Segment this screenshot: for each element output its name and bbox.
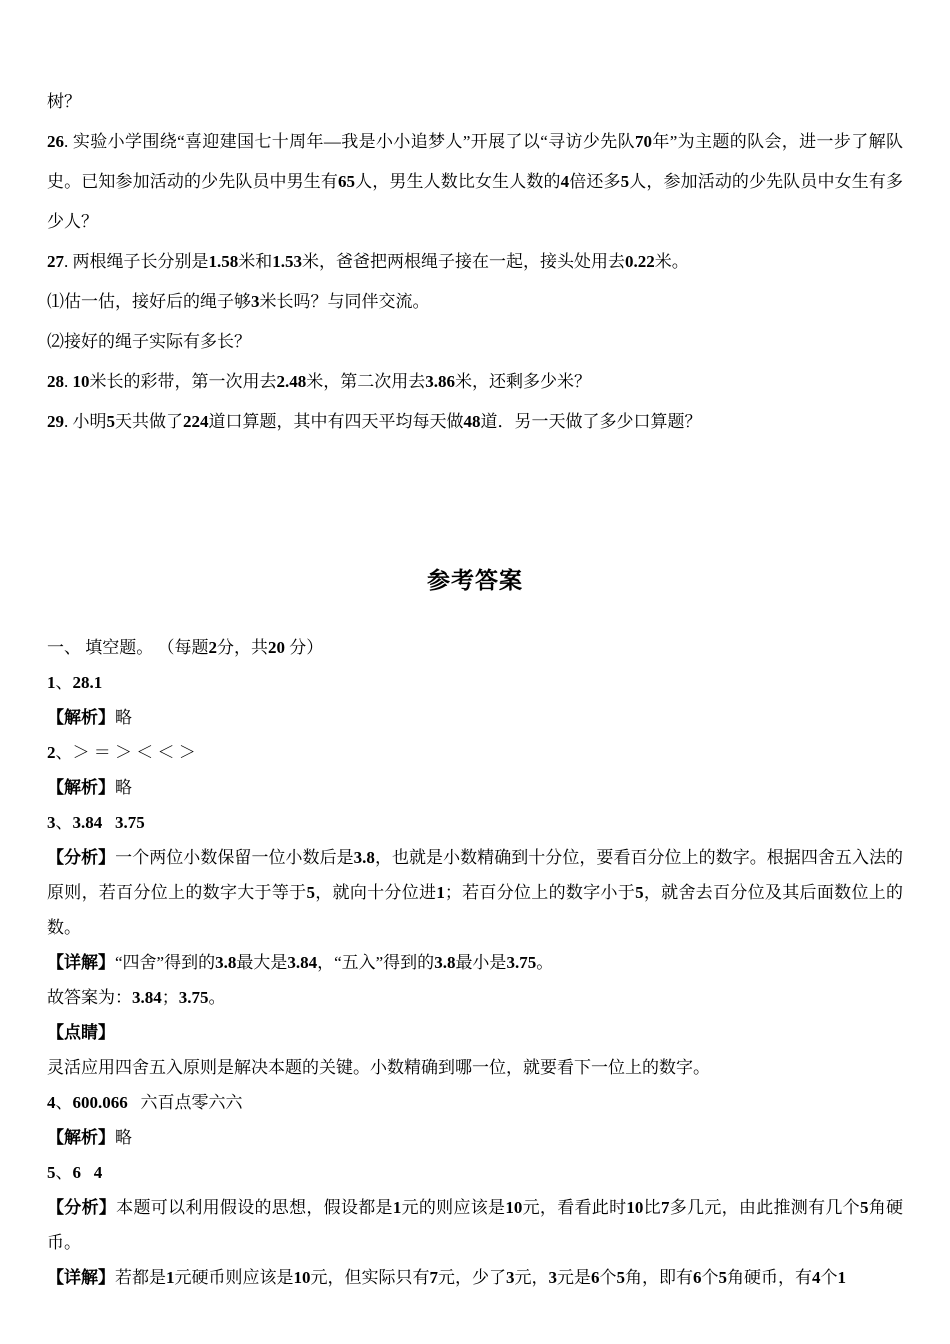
answer-text: 本题可以利用假设的思想，假设都是1元的则应该是10元，看看此时10比7多几元，由此推测有几个5角硬币。: [47, 1198, 904, 1252]
answer-label: 【解析】: [47, 778, 115, 797]
answer-label: 【分析】: [47, 1198, 117, 1217]
answer-text: 略: [115, 708, 132, 727]
answer-label: 【详解】: [47, 953, 115, 972]
answer-label: 【分析】: [47, 848, 116, 867]
answer-3-highlight-label: [47, 1015, 903, 1050]
answer-label: 【详解】: [47, 1268, 115, 1287]
answer-text: 灵活应用四舍五入原则是解决本题的关键。小数精确到哪一位，就要看下一位上的数字。: [47, 1058, 710, 1077]
answer-1-explanation: [47, 700, 903, 735]
answer-label: 【解析】: [47, 1128, 115, 1147]
answer-3-conclusion: [47, 980, 903, 1015]
answers-section: [47, 630, 903, 1295]
answer-1-value: [47, 665, 903, 700]
answer-3-highlight-text: [47, 1050, 903, 1085]
question-27-sub-1: ⑴估一估，接好后的绳子够3米长吗？与同伴交流。: [47, 292, 430, 311]
answer-text: 4、600.066 六百点零六六: [47, 1093, 243, 1112]
answer-text: 故答案为：3.84；3.75。: [47, 988, 226, 1007]
question-29: 29. 小明5天共做了224道口算题，其中有四天平均每天做48道．另一天做了多少口算题？: [47, 412, 702, 431]
answer-label: 【解析】: [47, 708, 115, 727]
answer-5-value: [47, 1155, 903, 1190]
answer-4-explanation: [47, 1120, 903, 1155]
answer-text: 若都是1元硬币则应该是10元，但实际只有7元，少了3元，3元是6个5角，即有6个5角硬币，有4个1: [115, 1268, 846, 1287]
answer-section-header: 一、 填空题。 （每题2分，共20 分）: [47, 638, 324, 657]
answer-5-detail: [47, 1260, 903, 1295]
answer-3-value: [47, 805, 903, 840]
question-27-sub-2: ⑵接好的绳子实际有多长？: [47, 332, 251, 351]
answer-text: 略: [115, 1128, 132, 1147]
answer-3-analysis: [47, 840, 903, 945]
answer-text: 1、28.1: [47, 673, 103, 692]
questions-section: [47, 82, 903, 442]
question-27: 27. 两根绳子长分别是1.58米和1.53米，爸爸把两根绳子接在一起，接头处用去0.22米。: [47, 252, 689, 271]
answer-2-value: [47, 735, 903, 770]
answer-text: 2、＞ ＝ ＞ ＜ ＜ ＞: [47, 743, 196, 762]
question-28: 28. 10米长的彩带，第一次用去2.48米，第二次用去3.86米，还剩多少米？: [47, 372, 591, 391]
question-25-fragment: 树？: [47, 92, 81, 111]
answer-5-analysis: [47, 1190, 903, 1260]
answer-4-value: [47, 1085, 903, 1120]
answer-text: 略: [115, 778, 132, 797]
answer-3-detail: [47, 945, 903, 980]
answer-text: “四舍”得到的3.8最大是3.84，“五入”得到的3.8最小是3.75。: [115, 953, 554, 972]
answer-key-title: 参考答案: [427, 568, 523, 593]
answer-2-explanation: [47, 770, 903, 805]
answer-text: 3、3.84 3.75: [47, 813, 145, 832]
answer-text: 5、6 4: [47, 1163, 103, 1182]
question-26: 26. 实验小学围绕“喜迎建国七十周年—我是小小追梦人”开展了以“寻访少先队70年”为主题的队会，进一步了解队史。已知参加活动的少先队员中男生有65人，男生人数比女生人数的4倍还多5人，参加活动的少先队员中女生有多少人？: [47, 132, 904, 231]
answer-text: 一个两位小数保留一位小数后是3.8，也就是小数精确到十分位，要看百分位上的数字。根据四舍五入法的原则，若百分位上的数字大于等于5，就向十分位进1；若百分位上的数字小于5，就舍去百分位及其后面数位上的数。: [47, 848, 904, 937]
answer-label: 【点睛】: [47, 1023, 115, 1042]
